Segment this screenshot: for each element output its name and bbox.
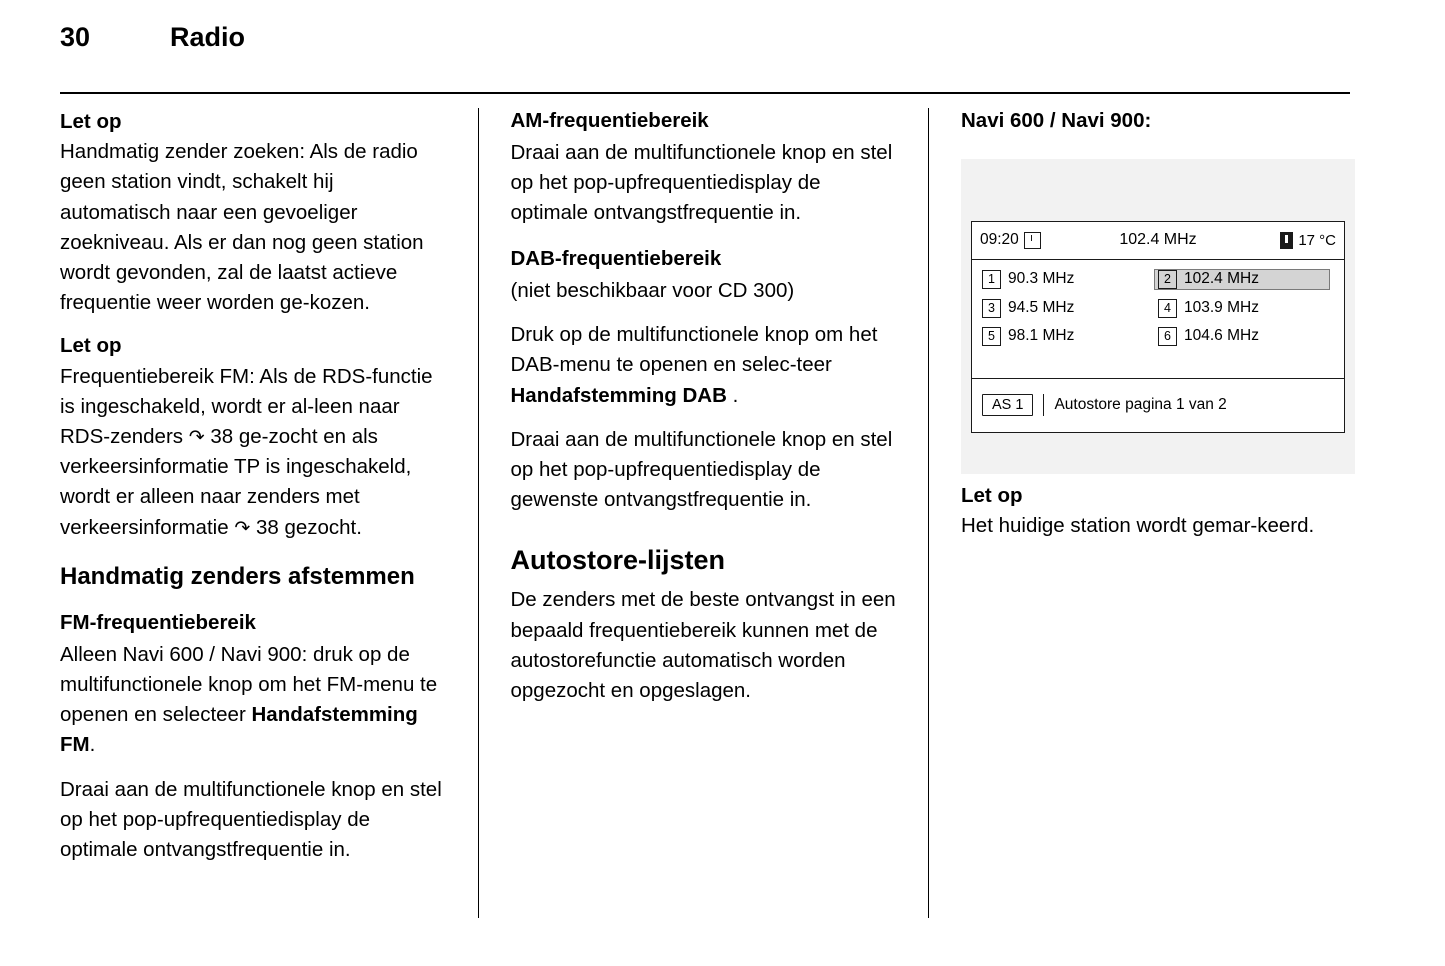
preset-label: 94.5 MHz — [1008, 299, 1075, 317]
preset-item-4[interactable] — [1158, 299, 1334, 318]
preset-label: 102.4 MHz — [1184, 270, 1259, 288]
radio-status-bar — [972, 222, 1344, 260]
preset-item-5[interactable] — [982, 327, 1158, 346]
header-divider — [60, 92, 1350, 94]
page-header — [60, 22, 1355, 74]
page-ref-arrow-icon: ↷ — [188, 425, 205, 448]
dab-band-text — [511, 320, 897, 411]
chapter-title: Radio — [170, 22, 246, 52]
figure-radio-display — [961, 159, 1355, 474]
dab-text-b: . — [726, 383, 739, 407]
preset-row — [982, 299, 1334, 318]
fm-menu-item-name: Handafstemming FM — [60, 703, 418, 757]
current-frequency: 102.4 MHz — [1119, 231, 1197, 249]
preset-label: 98.1 MHz — [1008, 327, 1075, 345]
subheading-fm-band: FM-frequentiebereik — [60, 611, 256, 635]
fm-text-b: . — [89, 733, 96, 757]
column-divider-2 — [928, 108, 929, 918]
clock-value: 09:20 — [980, 231, 1019, 249]
preset-item-2[interactable] — [1154, 269, 1330, 290]
content-columns — [60, 108, 1355, 918]
autostore-status-bar — [972, 378, 1344, 432]
preset-number: 2 — [1158, 270, 1177, 289]
preset-item-6[interactable] — [1158, 327, 1334, 346]
fm-text-a: Alleen Navi 600 / Navi 900: druk op de multifunctionele knop om het FM-menu te openen en selecteer — [60, 642, 438, 727]
thermometer-icon — [1280, 232, 1293, 249]
column-right — [961, 108, 1355, 918]
preset-label: 103.9 MHz — [1184, 299, 1259, 317]
preset-row — [982, 327, 1334, 346]
column-middle — [511, 108, 897, 918]
preset-label: 90.3 MHz — [1008, 270, 1075, 288]
note2-part-b: ge-zocht en als verkeersinformatie TP is ingeschakeld, wordt er alleen naar zenders met verkeersinformatie — [60, 424, 412, 539]
radio-screen — [971, 221, 1345, 433]
dab-band-text-2: Draai aan de multifunctionele knop en stel op het pop-upfrequentiedisplay de gewenste ontvangstfrequentie in. — [510, 427, 893, 512]
autostore-badge[interactable]: AS 1 — [982, 394, 1033, 416]
note2-ref-2: 38 — [255, 515, 279, 539]
preset-number: 6 — [1158, 327, 1177, 346]
note-label-3: Let op — [961, 483, 1023, 507]
am-band-text: Draai aan de multifunctionele knop en stel op het pop-upfrequentiedisplay de optimale ontvangstfrequentie in. — [510, 140, 893, 225]
fm-band-text-2: Draai aan de multifunctionele knop en stel op het pop-upfrequentiedisplay de optimale ontvangstfrequentie in. — [60, 777, 442, 862]
preset-label: 104.6 MHz — [1184, 327, 1259, 345]
preset-number: 1 — [982, 270, 1001, 289]
note-label-2: Let op — [60, 334, 122, 358]
preset-row — [982, 269, 1334, 290]
note-text-1: Handmatig zender zoeken: Als de radio geen station vindt, schakelt hij automatisch naar een gevoeliger zoekniveau. Als er dan nog geen station wordt gevonden, zal de laatst actieve frequentie weer worden ge-kozen. — [60, 140, 424, 315]
subheading-dab-band: DAB-frequentiebereik — [510, 247, 722, 271]
autostore-separator — [1043, 394, 1044, 416]
preset-item-1[interactable] — [982, 269, 1158, 290]
preset-list — [972, 260, 1344, 378]
column-left — [60, 108, 446, 918]
dab-menu-item-name: Handafstemming DAB — [510, 383, 727, 407]
autostore-page-label: Autostore pagina 1 van 2 — [1054, 396, 1227, 414]
subheading-am-band: AM-frequentiebereik — [510, 109, 709, 132]
note2-part-c: gezocht. — [278, 515, 362, 539]
note-text-2 — [60, 362, 446, 543]
note-text-3: Het huidige station wordt gemar-keerd. — [961, 513, 1315, 537]
temperature-value: 17 °C — [1298, 231, 1336, 249]
autostore-text: De zenders met de beste ontvangst in een bepaald frequentiebereik kunnen met de autostorefunctie automatisch worden opgezocht en opgeslagen. — [510, 588, 896, 703]
section-heading-manual-tuning: Handmatig zenders afstemmen — [60, 562, 415, 590]
dab-text-a: Druk op de multifunctionele knop om het DAB-menu te openen en selec-teer — [510, 323, 878, 377]
page-number: 30 — [60, 22, 91, 52]
page-ref-arrow-icon-2: ↷ — [234, 516, 251, 539]
section-heading-autostore: Autostore-lijsten — [510, 544, 726, 575]
note2-part-a: Frequentiebereik FM: Als de RDS-functie is ingeschakeld, wordt er al-leen naar RDS-zenders — [60, 364, 433, 448]
column-divider-1 — [478, 108, 479, 918]
preset-number: 3 — [982, 299, 1001, 318]
note2-ref-1: 38 — [210, 424, 234, 448]
preset-number: 5 — [982, 327, 1001, 346]
fm-band-text — [60, 640, 446, 761]
dab-availability-note: (niet beschikbaar voor CD 300) — [510, 278, 795, 302]
note-label-1: Let op — [60, 110, 122, 133]
preset-number: 4 — [1158, 299, 1177, 318]
preset-item-3[interactable] — [982, 299, 1158, 318]
figure-caption-navi: Navi 600 / Navi 900: — [961, 109, 1152, 132]
